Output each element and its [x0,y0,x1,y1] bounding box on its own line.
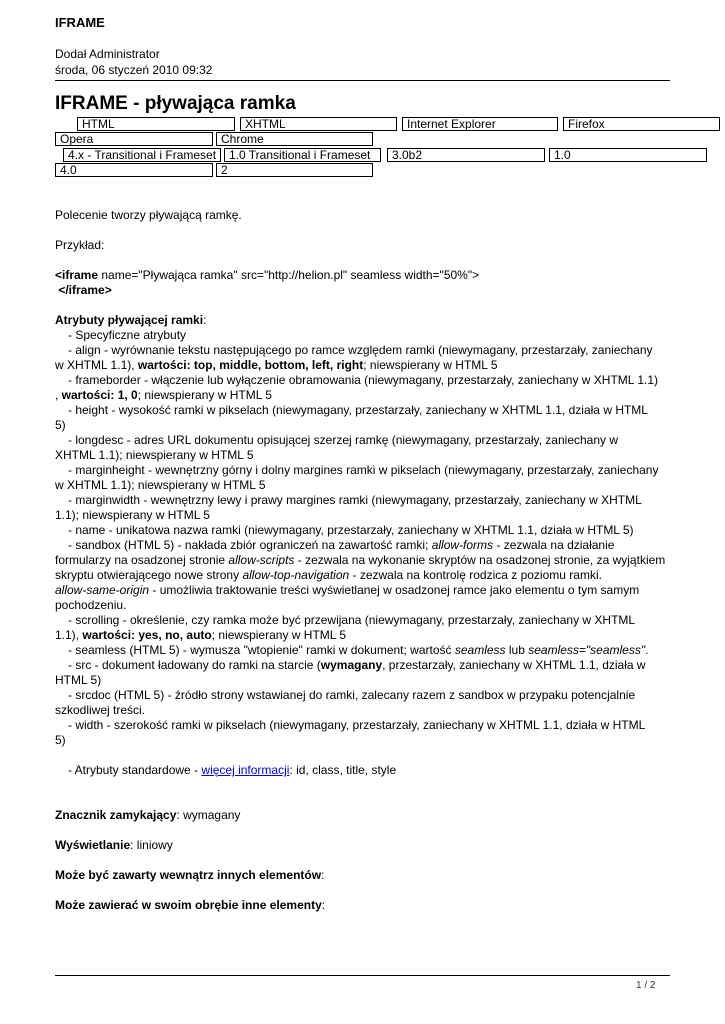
list-item: - longdesc - adres URL dokumentu opisującej szerzej ramkę (niewymagany, przestarzały, zaniechany w [68,433,619,447]
contained-in-info: Może być zawarty wewnątrz innych elementów: [55,868,325,882]
list-item: 5) [55,418,66,432]
attributes-heading: Atrybuty pływającej ramki: [55,313,207,327]
article-body [55,208,675,913]
table-cell: Chrome [216,132,373,146]
list-item: 5) [55,733,66,747]
list-item: - srcdoc (HTML 5) - źródło strony wstawianej do ramki, zalecany razem z sandbox w przypaku potencjalnie [68,688,636,702]
site-title: IFRAME [55,15,105,30]
table-cell: 2 [216,163,373,177]
header-divider [55,80,670,81]
table-cell: XHTML [240,117,397,131]
footer-divider [55,975,670,976]
list-item: - seamless (HTML 5) - wymusza "wtopienie" ramki w dokument; wartość seamless lub seamless="seamless". [68,643,649,657]
list-item: formularzy na osadzonej stronie allow-scripts - zezwala na wykonanie skryptów na osadzonej stronie, za wyjątkiem [55,553,666,567]
list-item: , wartości: 1, 0; niewspierany w HTML 5 [55,388,272,402]
list-item: - sandbox (HTML 5) - nakłada zbiór ograniczeń na zawartość ramki; allow-forms - zezwala na działanie [68,538,615,552]
example-code: <iframe name="Pływająca ramka" src="http://helion.pl" seamless width="50%"> [55,268,480,282]
table-cell: 4.x - Transitional i Frameset [63,148,221,162]
list-item: - width - szerokość ramki w pikselach (niewymagany, przestarzały, zaniechany w XHTML 1.1, działa w HTML [68,718,646,732]
table-cell: Opera [55,132,213,146]
list-item: - marginheight - wewnętrzny górny i dolny margines ramki w pikselach (niewymagany, przestarzały, zaniechany [68,463,659,477]
list-item: HTML 5) [55,673,102,687]
list-item: - name - unikatowa nazwa ramki (niewymagany, przestarzały, zaniechany w XHTML 1.1, działa w HTML 5) [68,523,634,537]
list-item: - marginwidth - wewnętrzny lewy i prawy margines ramki (niewymagany, przestarzały, zaniechany w XHTML [68,493,642,507]
article-title: IFRAME - pływająca ramka [55,93,296,114]
table-cell: HTML [77,117,235,131]
list-item: allow-same-origin - umożliwia traktowanie treści wyświetlanej w osadzonej ramce jako elementu o tym samym [55,583,640,597]
list-item: pochodzeniu. [55,598,127,612]
table-cell: Firefox [563,117,720,131]
list-item: - Specyficzne atrybuty [68,328,187,342]
date-line: środa, 06 styczeń 2010 09:32 [55,63,213,77]
list-item: szkodliwej treści. [55,703,146,717]
display-info: Wyświetlanie: liniowy [55,838,173,852]
list-item: 1.1), wartości: yes, no, auto; niewspierany w HTML 5 [55,628,347,642]
list-item: w XHTML 1.1), wartości: top, middle, bottom, left, right; niewspierany w HTML 5 [55,358,498,372]
list-item: - src - dokument ładowany do ramki na starcie (wymagany, przestarzały, zaniechany w XHTML 1.1, działa w [68,658,646,672]
closing-tag-info: Znacznik zamykający: wymagany [55,808,241,822]
table-cell: 4.0 [55,163,213,177]
intro-text: Polecenie tworzy pływającą ramkę. [55,208,242,222]
example-label: Przykład: [55,238,105,252]
page-number: 1 / 2 [636,980,656,991]
list-item: - align - wyrównanie tekstu następującego po ramce względem ramki (niewymagany, przestarzały, zaniechany [68,343,653,357]
list-item: w XHTML 1.1); niewspierany w HTML 5 [55,478,266,492]
standard-attributes: - Atrybuty standardowe - więcej informacji: id, class, title, style [68,763,397,777]
list-item: - frameborder - włączenie lub wyłączenie obramowania (niewymagany, przestarzały, zaniechany w XHTML 1.1) [68,373,659,387]
contains-info: Może zawierać w swoim obrębie inne elementy: [55,898,326,912]
author-line: Dodał Administrator [55,47,160,61]
list-item: - height - wysokość ramki w pikselach (niewymagany, przestarzały, zaniechany w XHTML 1.1, działa w HTML [68,403,648,417]
table-cell: 1.0 Transitional i Frameset [224,148,381,162]
list-item: XHTML 1.1); niewspierany w HTML 5 [55,448,254,462]
list-item: 1.1); niewspierany w HTML 5 [55,508,210,522]
table-cell: 1.0 [549,148,707,162]
example-code-close: </iframe> [58,283,112,297]
table-cell: Internet Explorer [402,117,558,131]
list-item: skryptu otwierającego nowe strony allow-top-navigation - zezwala na kontrolę rodzica z poziomu ramki. [55,568,602,582]
more-info-link[interactable]: więcej informacji [201,763,290,777]
table-cell: 3.0b2 [387,148,545,162]
list-item: - scrolling - określenie, czy ramka może być przewijana (niewymagany, przestarzały, zaniechany w XHTML [68,613,636,627]
